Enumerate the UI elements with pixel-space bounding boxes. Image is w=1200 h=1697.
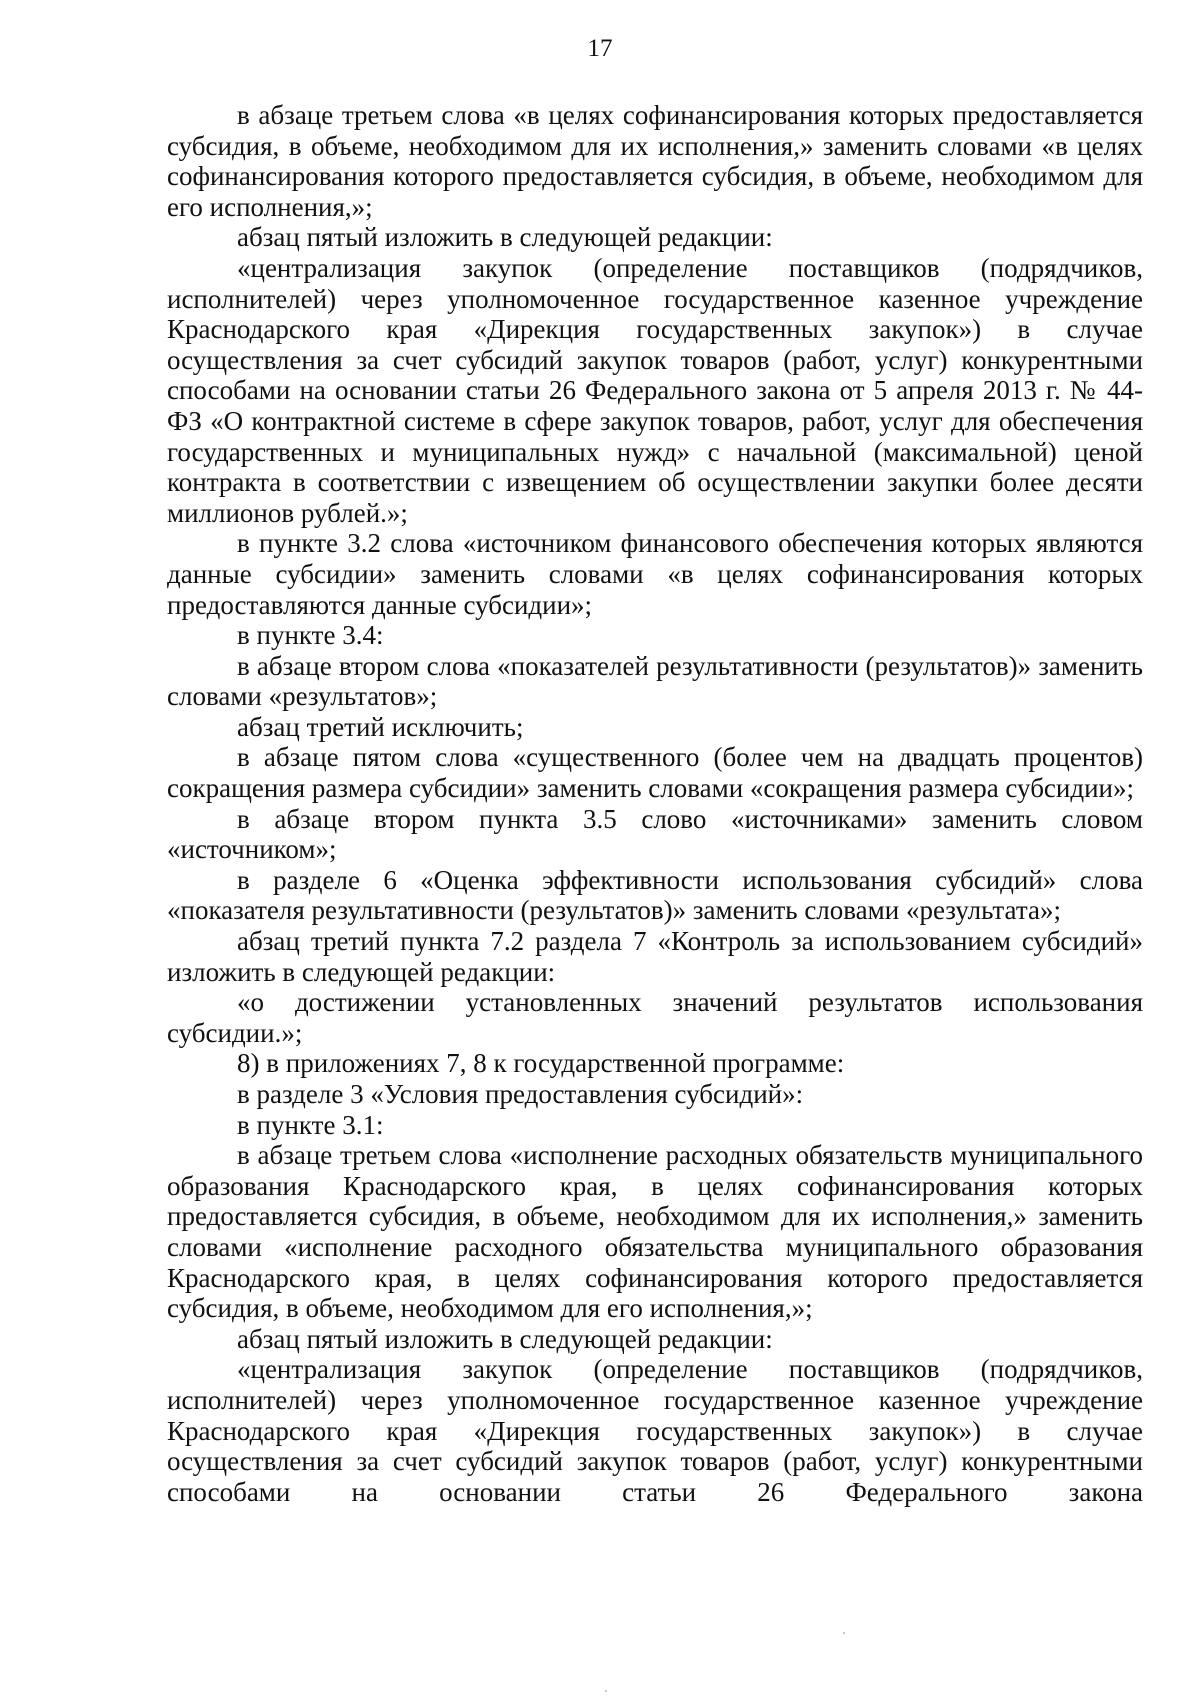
paragraph: в разделе 6 «Оценка эффективности использования субсидий» слова «показателя результативности (результатов)» заменить словами «результата»;	[167, 864, 1143, 926]
paragraph: «централизация закупок (определение поставщиков (подрядчиков, исполнителей) через уполномоченное государственное казенное учреждение Краснодарского края «Дирекция государственных закупок») в случае осуществления за счет субсидий закупок товаров (работ, услуг) конкурентными способами на основании статьи 26 Федерального закона	[167, 1354, 1143, 1507]
page-number: 17	[587, 35, 613, 62]
paragraph: в пункте 3.1:	[237, 1109, 384, 1140]
paragraph: в абзаце втором пункта 3.5 слово «источниками» заменить словом «источником»;	[167, 803, 1143, 865]
paragraph: в пункте 3.4:	[237, 620, 384, 651]
paragraph: «централизация закупок (определение поставщиков (подрядчиков, исполнителей) через уполномоченное государственное казенное учреждение Краснодарского края «Дирекция государственных закупок») в случае осуществления за счет субсидий закупок товаров (работ, услуг) конкурентными способами на основании статьи 26 Федерального закона от 5 апреля 2013 г. № 44-ФЗ «О контрактной системе в сфере закупок товаров, работ, услуг для обеспечения государственных и муниципальных нужд» с начальной (максимальной) ценой контракта в соответствии с извещением об осуществлении закупки более десяти миллионов рублей.»;	[167, 252, 1143, 528]
paragraph: «о достижении установленных значений результатов использования субсидии.»;	[167, 987, 1143, 1048]
paragraph: абзац пятый изложить в следующей редакции:	[237, 1323, 773, 1354]
scan-speck	[843, 1632, 845, 1634]
paragraph: в пункте 3.2 слова «источником финансового обеспечения которых являются данные субсидии» заменить словами «в целях софинансирования которых предоставляются данные субсидии»;	[167, 528, 1143, 620]
paragraph: абзац пятый изложить в следующей редакции:	[237, 222, 773, 253]
paragraph: в абзаце третьем слова «в целях софинансирования которых предоставляется субсидия, в объеме, необходимом для их исполнения,» заменить словами «в целях софинансирования которого предоставляется субсидия, в объеме, необходимом для его исполнения,»;	[167, 100, 1143, 222]
paragraph: абзац третий исключить;	[237, 711, 524, 742]
scan-speck	[605, 1690, 607, 1692]
paragraph: абзац третий пункта 7.2 раздела 7 «Контроль за использованием субсидий» изложить в следующей редакции:	[167, 926, 1143, 987]
document-body	[167, 100, 1143, 1507]
paragraph: в абзаце втором слова «показателей результативности (результатов)» заменить словами «результатов»;	[167, 650, 1143, 712]
paragraph: в абзаце пятом слова «существенного (более чем на двадцать процентов) сокращения размера субсидии» заменить словами «сокращения размера субсидии»;	[167, 742, 1143, 804]
paragraph: в разделе 3 «Условия предоставления субсидий»:	[237, 1079, 804, 1109]
paragraph: в абзаце третьем слова «исполнение расходных обязательств муниципального образования Краснодарского края, в целях софинансирования которых предоставляется субсидия, в объеме, необходимом для их исполнения,» заменить словами «исполнение расходного обязательства муниципального образования Краснодарского края, в целях софинансирования которого предоставляется субсидия, в объеме, необходимом для его исполнения,»;	[167, 1140, 1143, 1324]
paragraph: 8) в приложениях 7, 8 к государственной программе:	[237, 1048, 845, 1079]
